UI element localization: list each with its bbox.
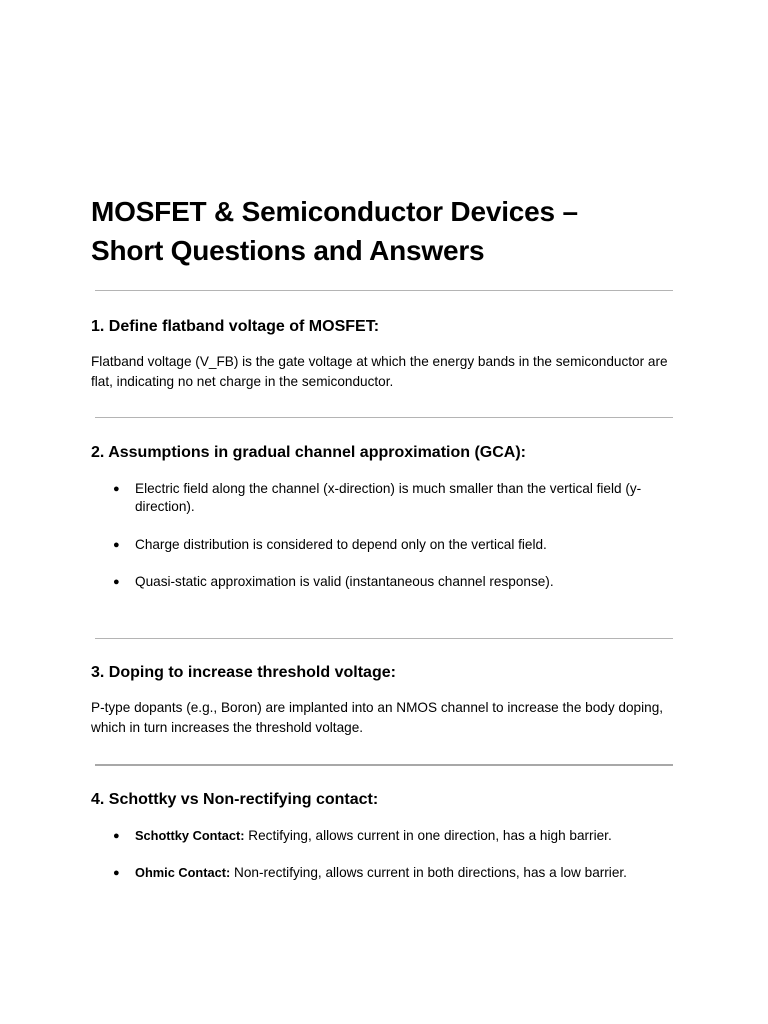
section-1-heading: 1. Define flatband voltage of MOSFET: bbox=[91, 318, 380, 335]
divider bbox=[95, 638, 673, 639]
list-item bbox=[91, 480, 681, 516]
list-item-term: Schottky Contact: bbox=[135, 828, 245, 843]
section-4-bullet-list bbox=[91, 827, 681, 882]
divider bbox=[95, 764, 673, 766]
list-item bbox=[91, 536, 681, 554]
bullet-icon: ● bbox=[113, 830, 120, 842]
bullet-icon: ● bbox=[113, 576, 120, 588]
title-line-2: Short Questions and Answers bbox=[91, 235, 485, 266]
section-3-heading: 3. Doping to increase threshold voltage: bbox=[91, 664, 396, 681]
list-item bbox=[91, 864, 681, 882]
list-item-text: Electric field along the channel (x-direction) is much smaller than the vertical field (y-direction). bbox=[135, 481, 642, 514]
list-item bbox=[91, 827, 681, 845]
section-2-bullet-list bbox=[91, 480, 681, 591]
bullet-icon: ● bbox=[113, 483, 120, 495]
list-item-text: Non-rectifying, allows current in both directions, has a low barrier. bbox=[230, 865, 627, 880]
list-item-term: Ohmic Contact: bbox=[135, 865, 231, 880]
section-1-paragraph: Flatband voltage (V_FB) is the gate voltage at which the energy bands in the semiconductor are flat, indicating no net charge in the semiconductor. bbox=[91, 354, 668, 389]
list-item bbox=[91, 573, 681, 591]
title-line-1: MOSFET & Semiconductor Devices – bbox=[91, 196, 578, 227]
document-page bbox=[91, 192, 681, 882]
bullet-icon: ● bbox=[113, 539, 120, 551]
divider bbox=[95, 417, 673, 418]
list-item-text: Charge distribution is considered to depend only on the vertical field. bbox=[135, 537, 547, 552]
section-3-paragraph: P-type dopants (e.g., Boron) are implanted into an NMOS channel to increase the body doping, which in turn increases the threshold voltage. bbox=[91, 700, 664, 735]
section-4-heading: 4. Schottky vs Non-rectifying contact: bbox=[91, 791, 379, 808]
list-item-text: Quasi-static approximation is valid (instantaneous channel response). bbox=[135, 574, 554, 589]
divider bbox=[95, 290, 673, 291]
section-2-heading: 2. Assumptions in gradual channel approximation (GCA): bbox=[91, 444, 527, 461]
list-item-text: Rectifying, allows current in one direction, has a high barrier. bbox=[244, 828, 612, 843]
bullet-icon: ● bbox=[113, 867, 120, 879]
document-title bbox=[91, 192, 681, 270]
